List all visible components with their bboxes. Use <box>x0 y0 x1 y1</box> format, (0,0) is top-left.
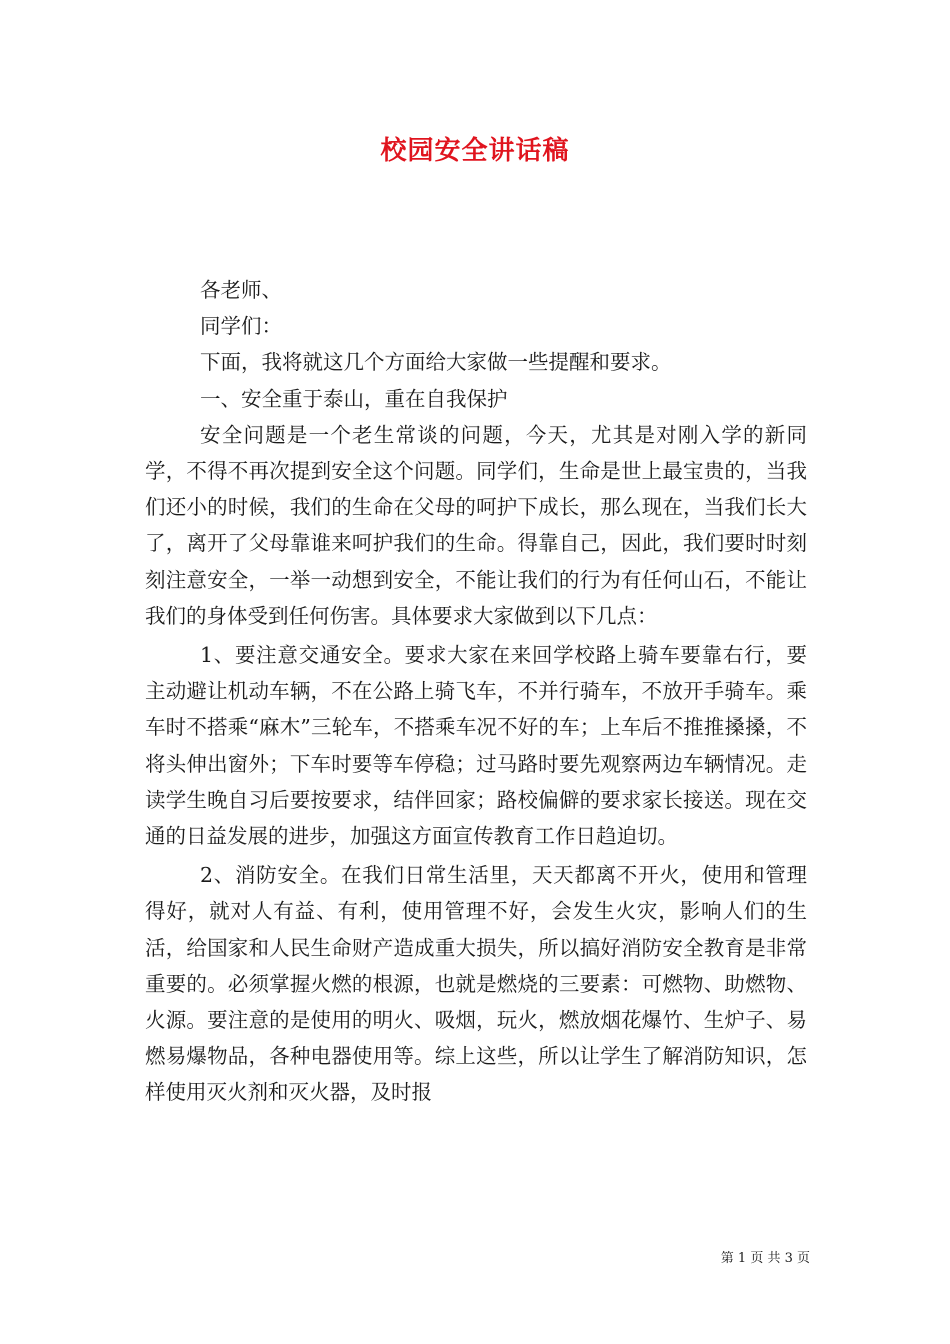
intro-paragraph: 下面，我将就这几个方面给大家做一些提醒和要求。 <box>200 350 672 375</box>
fire-safety-paragraph: 2、消防安全。在我们日常生活里，天天都离不开火，使用和管理得好，就对人有益、有利，使用管理不好，会发生火灾，影响人们的生活，给国家和人民生命财产造成重大损失，所以搞好消防安全教育是非常重要的。必须掌握火燃的根源，也就是燃烧的三要素：可燃物、助燃物、火源。要注意的是使用的明火、吸烟，玩火，燃放烟花爆竹、生炉子、易燃易爆物品，各种电器使用等。综上这些，所以让学生了解消防知识，怎样使用灭火剂和灭火器，及时报 <box>145 863 807 1105</box>
document-body <box>145 272 807 1111</box>
section-heading: 一、安全重于泰山，重在自我保护 <box>200 386 508 411</box>
salutation-teachers: 各老师、 <box>200 278 282 302</box>
safety-paragraph: 安全问题是一个老生常谈的问题，今天，尤其是对刚入学的新同学，不得不再次提到安全这个问题。同学们，生命是世上最宝贵的，当我们还小的时候，我们的生命在父母的呵护下成长，那么现在，当我们长大了，离开了父母靠谁来呵护我们的生命。得靠自己，因此，我们要时时刻刻注意安全，一举一动想到安全，不能让我们的行为有任何山石，不能让我们的身体受到任何伤害。具体要求大家做到以下几点： <box>145 422 807 628</box>
page-number: 第 1 页 共 3 页 <box>720 1251 810 1266</box>
document-title: 校园安全讲话稿 <box>380 136 570 166</box>
salutation-students: 同学们： <box>200 314 282 339</box>
traffic-safety-paragraph: 1、要注意交通安全。要求大家在来回学校路上骑车要靠右行，要主动避让机动车辆，不在公路上骑飞车，不并行骑车，不放开手骑车。乘车时不搭乘“麻木”三轮车，不搭乘车况不好的车；上车后不推推搡搡，不将头伸出窗外；下车时要等车停稳；过马路时要先观察两边车辆情况。走读学生晚自习后要按要求，结伴回家；路校偏僻的要求家长接送。现在交通的日益发展的进步，加强这方面宣传教育工作日趋迫切。 <box>145 643 807 849</box>
